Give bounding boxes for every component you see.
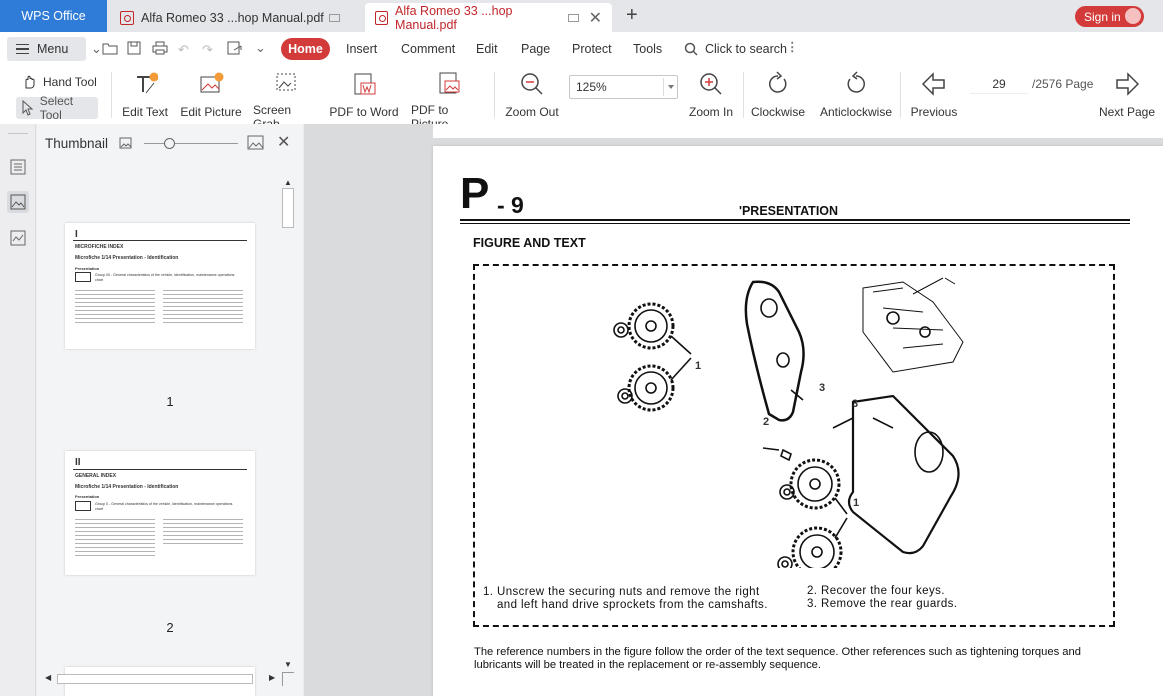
edit-text-icon	[132, 71, 158, 97]
separator	[900, 72, 901, 118]
edit-picture-icon	[198, 71, 224, 97]
previous-label: Previous	[910, 105, 958, 119]
pdf-to-picture-label: PDF to	[411, 103, 449, 117]
sign-in-button[interactable]	[1075, 6, 1144, 27]
nav-edit[interactable]: Edit	[476, 42, 498, 56]
cursor-icon	[21, 100, 34, 116]
engine-diagram	[573, 268, 993, 568]
horizontal-scrollbar[interactable]: ◀ ▶	[45, 673, 276, 682]
thumb-roman-numeral: II	[75, 457, 81, 468]
left-rail	[0, 124, 36, 696]
zoom-in-icon	[698, 71, 724, 97]
select-tool-button[interactable]	[16, 94, 98, 122]
save-icon[interactable]	[127, 41, 141, 55]
zoom-level-value: 125%	[576, 80, 607, 94]
thumbnail-page-2-number: 2	[166, 620, 174, 635]
nav-protect[interactable]: Protect	[572, 42, 612, 56]
hand-tool-label: Hand Tool	[43, 75, 97, 89]
callout-2-key: 2	[763, 416, 770, 428]
screen-icon	[329, 14, 340, 22]
nav-page[interactable]: Page	[521, 42, 551, 56]
callout-1-top: 1	[695, 360, 702, 372]
more-options-icon[interactable]: ⋮	[786, 40, 799, 54]
thumbnail-panel-icon[interactable]	[7, 191, 29, 213]
tab-document-2-label: Alfa Romeo 33 ...hop Manual.pdf	[395, 3, 513, 32]
nav-insert[interactable]: Insert	[346, 42, 378, 56]
header-rule	[460, 219, 1130, 221]
header-rule-thin	[460, 223, 1130, 224]
anticlockwise-label: Anticlockwise	[819, 105, 893, 119]
arrow-left-icon	[921, 71, 947, 97]
rotate-clockwise-icon	[765, 71, 791, 97]
nav-comment[interactable]: Comment	[401, 42, 456, 56]
callout-3-guard: 3	[852, 398, 859, 410]
thumb-subheading: Microfiche 1/14 Presentation - Identification	[75, 484, 179, 490]
thumb-heading: MICROFICHE INDEX	[75, 244, 124, 250]
menu-label: Menu	[37, 42, 69, 56]
screen-icon	[568, 14, 578, 22]
menu-bar	[0, 32, 1163, 66]
separator	[494, 72, 495, 118]
zoom-out-icon	[519, 71, 545, 97]
next-page-button[interactable]	[1098, 66, 1156, 124]
tab-document-1-label: Alfa Romeo 33 ...hop Manual.pdf	[141, 10, 324, 25]
zoom-in-label: Zoom In	[688, 105, 733, 119]
arrow-right-icon	[1114, 71, 1140, 97]
edit-text-button[interactable]	[120, 66, 170, 124]
footer-note-line-2: lubricants will be treated in the replacement or re-assembly sequence.	[474, 659, 821, 671]
thumbnail-size-slider[interactable]	[144, 143, 238, 144]
screen-grab-button[interactable]	[253, 66, 319, 124]
large-picture-icon[interactable]	[247, 135, 265, 151]
close-tab-icon[interactable]: ✕	[588, 9, 602, 27]
slider-handle[interactable]	[164, 138, 175, 149]
rotate-clockwise-button[interactable]	[750, 66, 806, 124]
tab-bar	[0, 0, 1163, 32]
separator	[111, 72, 112, 118]
small-picture-icon[interactable]	[119, 136, 133, 150]
avatar-icon	[1125, 8, 1141, 24]
vertical-scrollbar[interactable]: ▲ ▼	[282, 178, 294, 670]
current-page: 29	[992, 76, 1006, 91]
thumb-subheading: Microfiche 1/14 Presentation - Identification	[75, 255, 179, 261]
hamburger-icon	[16, 44, 29, 54]
page-number-label: - 9	[497, 192, 524, 218]
thumbnail-page-1-number: 1	[166, 394, 174, 409]
pdf-icon	[375, 11, 388, 25]
step-2: 2. Recover the four keys.	[807, 585, 945, 597]
previous-page-button[interactable]	[908, 66, 960, 124]
thumb-section: Presentation	[75, 266, 100, 271]
clockwise-label: Clockwise	[750, 105, 805, 119]
tab-wps-office[interactable]	[0, 0, 107, 32]
section-title: FIGURE AND TEXT	[473, 236, 586, 250]
thumb-roman-numeral: I	[75, 229, 78, 240]
hand-icon	[21, 74, 37, 90]
search-box[interactable]: Click to search	[705, 42, 787, 56]
tab-document-2-active[interactable]	[365, 3, 612, 32]
thumbnail-page-2[interactable]	[65, 451, 255, 575]
zoom-out-label: Zoom Out	[505, 105, 559, 119]
nav-home[interactable]: Home	[281, 38, 330, 60]
menu-button[interactable]	[7, 37, 86, 61]
more-quick-actions-icon[interactable]: ⌄	[255, 40, 266, 55]
annotation-icon[interactable]	[7, 227, 29, 249]
page-number-input[interactable]	[970, 74, 1028, 94]
menu-dropdown-icon[interactable]: ⌄	[91, 41, 102, 56]
pdf-to-word-label: PDF to Word	[329, 105, 399, 119]
pdf-to-picture-button[interactable]	[411, 66, 487, 124]
screen-grab-icon	[273, 70, 299, 96]
open-folder-icon[interactable]	[102, 41, 118, 55]
page-letter: P	[460, 169, 490, 218]
nav-tools[interactable]: Tools	[633, 42, 663, 56]
pdf-to-word-button[interactable]	[329, 66, 399, 124]
pdf-to-picture-icon	[436, 70, 462, 96]
separator	[743, 72, 744, 118]
screen-grab-label: Screen	[253, 103, 292, 117]
sign-in-label: Sign in	[1084, 9, 1121, 24]
thumb-group: Group 00 - General characteristics of the vehicle, identification, maintenance operations chart	[95, 273, 235, 282]
undo-icon[interactable]: ↶	[178, 42, 189, 57]
footer-note-line-1: The reference numbers in the figure follow the order of the text sequence. Other references such as tightening torques and	[474, 646, 1081, 658]
tab-wps-label: WPS Office	[21, 9, 86, 23]
edit-picture-button[interactable]	[180, 66, 242, 124]
close-panel-icon[interactable]: ✕	[277, 134, 291, 151]
resize-grip[interactable]	[282, 672, 294, 686]
thumb-heading: GENERAL INDEX	[75, 473, 117, 479]
zoom-level-select[interactable]	[569, 75, 678, 99]
document-page[interactable]	[433, 146, 1163, 696]
step-1-line-2: and left hand drive sprockets from the camshafts.	[497, 599, 768, 611]
scrollbar-thumb[interactable]	[282, 188, 294, 228]
redo-icon[interactable]: ↷	[202, 42, 213, 57]
edit-text-label: Edit Text	[122, 105, 168, 119]
rotate-anticlockwise-button[interactable]	[818, 66, 894, 124]
hand-tool-button[interactable]	[16, 72, 102, 92]
edit-picture-label: Edit Picture	[180, 105, 242, 119]
thumbnail-title: Thumbnail	[45, 136, 109, 151]
thumb-group: Group 0 - General characteristics of the vehicle, identification, maintenance operations chart	[95, 502, 233, 511]
callout-3-cover: 3	[819, 382, 826, 394]
new-tab-button[interactable]: +	[626, 4, 638, 26]
header-title: 'PRESENTATION	[739, 204, 839, 218]
tab-document-1[interactable]	[110, 3, 362, 32]
step-3: 3. Remove the rear guards.	[807, 598, 958, 610]
search-icon[interactable]	[684, 42, 698, 56]
zoom-in-button[interactable]	[685, 66, 737, 124]
thumbnail-page-1[interactable]	[65, 223, 255, 349]
document-viewer[interactable]	[304, 124, 1163, 696]
zoom-out-button[interactable]	[503, 66, 561, 124]
thumbnail-panel	[37, 124, 303, 696]
bookmarks-icon[interactable]	[7, 156, 29, 178]
thumb-section: Presentation	[75, 494, 100, 499]
previous-page-edge	[433, 124, 1163, 138]
print-icon[interactable]	[152, 41, 168, 55]
callout-1-bottom: 1	[853, 497, 860, 509]
toolbar	[0, 66, 1163, 124]
pdf-to-word-icon	[351, 71, 377, 97]
step-1-line-1: 1. Unscrew the securing nuts and remove the right	[483, 586, 760, 598]
h-scrollbar-thumb[interactable]	[57, 674, 253, 684]
export-icon[interactable]	[227, 41, 243, 56]
next-page-label: Next Page	[1098, 105, 1156, 119]
rotate-anticlockwise-icon	[843, 71, 869, 97]
select-tool-label: Select Tool	[39, 94, 74, 122]
pdf-icon	[120, 11, 134, 25]
page-total: /2576 Page	[1032, 77, 1094, 91]
